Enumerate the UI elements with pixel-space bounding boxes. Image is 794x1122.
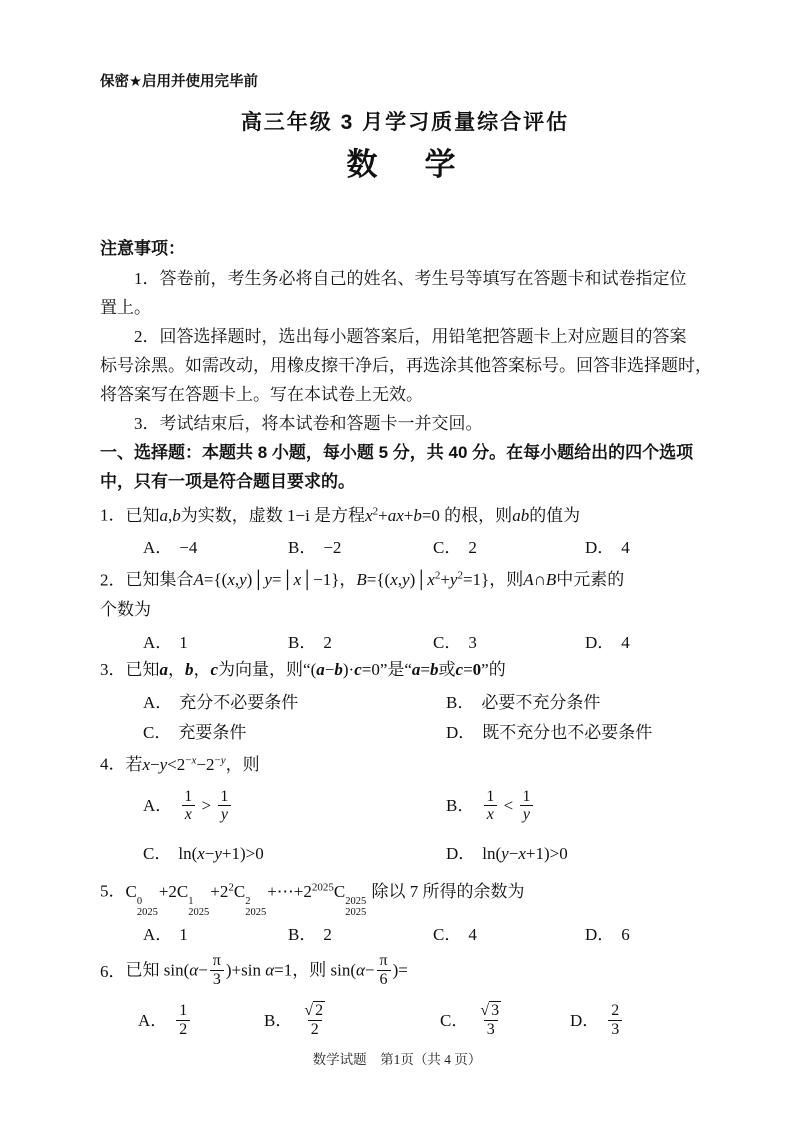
option-label: A． bbox=[143, 538, 173, 558]
options-row bbox=[100, 685, 710, 715]
option-label: A． bbox=[143, 632, 173, 652]
option-a bbox=[138, 1003, 264, 1040]
option-label: D． bbox=[570, 1010, 600, 1030]
option-label: B． bbox=[288, 538, 317, 558]
option-d bbox=[446, 839, 710, 864]
option-a bbox=[143, 789, 446, 826]
option-label: C． bbox=[143, 844, 172, 864]
question-stem bbox=[100, 948, 710, 996]
page-footer: 数学试题 第1页（共 4 页） bbox=[312, 1052, 482, 1067]
question-stem bbox=[100, 870, 710, 918]
question-stem bbox=[100, 655, 710, 685]
option-body: 1 bbox=[179, 925, 188, 945]
option-d bbox=[446, 718, 710, 743]
option-a bbox=[143, 628, 288, 653]
option-b bbox=[446, 688, 710, 713]
question-3 bbox=[100, 655, 710, 745]
option-body: 3 bbox=[468, 632, 477, 652]
notes-item-3 bbox=[100, 409, 710, 438]
options-row bbox=[100, 918, 710, 948]
option-c bbox=[433, 628, 585, 653]
option-label: A． bbox=[143, 795, 173, 815]
option-b bbox=[288, 628, 433, 653]
option-body: ln(x−y+1)>0 bbox=[178, 844, 264, 864]
option-label: D． bbox=[585, 632, 615, 652]
option-label: C． bbox=[433, 538, 462, 558]
options-row bbox=[100, 780, 710, 834]
option-body: 2 bbox=[468, 538, 477, 558]
question-stem-text: 已知a，b，c为向量，则“(a−b)·c=0”是“a=b或c=0”的 bbox=[125, 660, 506, 680]
option-body: 6 bbox=[621, 925, 630, 945]
option-d bbox=[570, 1003, 710, 1040]
options-row bbox=[100, 531, 710, 561]
exam-title: 高三年级 3 月学习质量综合评估 bbox=[240, 111, 570, 134]
option-body: $\frac{√ 2}{2}$ bbox=[304, 1002, 324, 1039]
option-a bbox=[143, 688, 446, 713]
option-body: $\frac{1}{x}$ > $\frac{1}{y}$ bbox=[179, 796, 233, 815]
option-b bbox=[264, 1003, 440, 1040]
question-1 bbox=[100, 496, 710, 561]
section-heading bbox=[100, 438, 710, 496]
option-a bbox=[143, 920, 288, 945]
question-stem bbox=[100, 496, 710, 531]
option-label: B． bbox=[446, 795, 475, 815]
option-body: $\frac{2}{3}$ bbox=[606, 1011, 624, 1030]
notes-item-2 bbox=[100, 322, 710, 409]
section-heading-line: 一、选择题：本题共 8 小题，每小题 5 分，共 40 分。在每小题给出的四个选项 bbox=[100, 443, 694, 462]
option-label: D． bbox=[446, 844, 476, 864]
option-body: 4 bbox=[468, 925, 477, 945]
security-notice: 保密★启用并使用完毕前 bbox=[100, 74, 258, 90]
notes-item-line: 2．回答选择题时，选出每小题答案后，用铅笔把答题卡上对应题目的答案 bbox=[134, 327, 687, 346]
option-label: C． bbox=[440, 1010, 469, 1030]
option-a bbox=[143, 533, 288, 558]
option-label: B． bbox=[446, 692, 475, 712]
option-c bbox=[143, 839, 446, 864]
question-number: 3． bbox=[100, 660, 126, 680]
option-b bbox=[446, 789, 710, 826]
option-body: 1 bbox=[179, 632, 188, 652]
option-b bbox=[288, 920, 433, 945]
option-d bbox=[585, 628, 710, 653]
question-number: 4． bbox=[100, 754, 126, 774]
subject-title: 数 学 bbox=[346, 147, 464, 182]
option-b bbox=[288, 533, 433, 558]
option-c bbox=[143, 718, 446, 743]
option-label: A． bbox=[143, 925, 173, 945]
option-body: 4 bbox=[621, 632, 630, 652]
question-5 bbox=[100, 870, 710, 948]
option-label: A． bbox=[138, 1010, 168, 1030]
option-body: 2 bbox=[323, 925, 332, 945]
option-body: −2 bbox=[323, 538, 342, 558]
question-stem-text: 已知a,b为实数，虚数 1−i 是方程$x^2+ax+b=0$ 的根，则ab的值为 bbox=[125, 505, 581, 525]
question-stem-text: 若$x-y<2^{-x}-2^{-y}$，则 bbox=[125, 754, 260, 774]
question-stem-continuation: 个数为 bbox=[100, 600, 151, 620]
notes-heading: 注意事项： bbox=[100, 239, 185, 258]
option-body: 充要条件 bbox=[178, 722, 247, 742]
question-number: 5． bbox=[100, 881, 126, 901]
option-label: C． bbox=[143, 722, 172, 742]
option-body: 既不充分也不必要条件 bbox=[482, 722, 653, 742]
option-label: B． bbox=[288, 632, 317, 652]
options-row bbox=[100, 996, 710, 1048]
options-row bbox=[100, 834, 710, 870]
notes-item-line: 置上。 bbox=[100, 298, 151, 317]
notes-item-line: 将答案写在答题卡上。写在本试卷上无效。 bbox=[100, 385, 423, 404]
question-number: 2． bbox=[100, 570, 126, 590]
notes-item-line: 标号涂黑。如需改动，用橡皮擦干净后，再选涂其他答案标号。回答非选择题时， bbox=[100, 356, 712, 375]
option-c bbox=[440, 1003, 570, 1040]
option-body: $\frac{1}{x}$ < $\frac{1}{y}$ bbox=[481, 796, 535, 815]
notes-item-line: 1．答卷前，考生务必将自己的姓名、考生号等填写在答题卡和试卷指定位 bbox=[134, 269, 687, 288]
question-4 bbox=[100, 745, 710, 870]
option-label: C． bbox=[433, 632, 462, 652]
option-label: D． bbox=[585, 925, 615, 945]
section-heading-line: 中，只有一项是符合题目要求的。 bbox=[100, 472, 355, 491]
option-body: $\frac{1}{2}$ bbox=[174, 1011, 192, 1030]
question-number: 1． bbox=[100, 505, 126, 525]
question-stem bbox=[100, 561, 710, 596]
options-row bbox=[100, 715, 710, 745]
question-number: 6． bbox=[100, 961, 126, 981]
question-stem-text: C 0 2025 +2C 1 2025 $+2^2C$ 2 2025 $+\cdots+2^{2025}C$ 2025 2025 除以 7 所得的余数为 bbox=[125, 880, 525, 918]
option-label: D． bbox=[446, 722, 476, 742]
option-c bbox=[433, 920, 585, 945]
option-label: D． bbox=[585, 538, 615, 558]
option-label: B． bbox=[288, 925, 317, 945]
option-body: −4 bbox=[179, 538, 198, 558]
question-stem-text: 已知 sin(α− $\frac{\pi}{3}$ )+sin α=1，则 sin(α− $\frac{\pi}{6}$ )= bbox=[125, 952, 408, 989]
options-row bbox=[100, 625, 710, 655]
option-label: A． bbox=[143, 692, 173, 712]
option-body: 必要不充分条件 bbox=[481, 692, 601, 712]
question-6 bbox=[100, 948, 710, 1048]
option-label: B． bbox=[264, 1010, 293, 1030]
question-stem-text: 已知集合A={(x,y)│y=│x│−1}，$B=\{(x,y)│x^2+y^2=1\}$，则A∩B中元素的 bbox=[125, 569, 625, 590]
question-2 bbox=[100, 561, 710, 656]
option-body: 充分不必要条件 bbox=[179, 692, 299, 712]
option-d bbox=[585, 920, 710, 945]
option-label: C． bbox=[433, 925, 462, 945]
option-body: ln(y−x+1)>0 bbox=[482, 844, 568, 864]
notes-item-line: 3．考试结束后，将本试卷和答题卡一并交回。 bbox=[134, 414, 483, 433]
option-d bbox=[585, 533, 710, 558]
option-c bbox=[433, 533, 585, 558]
notes-item-1 bbox=[100, 264, 710, 322]
option-body: 2 bbox=[323, 632, 332, 652]
option-body: 4 bbox=[621, 538, 630, 558]
option-body: $\frac{√ 3}{3}$ bbox=[480, 1002, 500, 1039]
question-stem bbox=[100, 745, 710, 780]
